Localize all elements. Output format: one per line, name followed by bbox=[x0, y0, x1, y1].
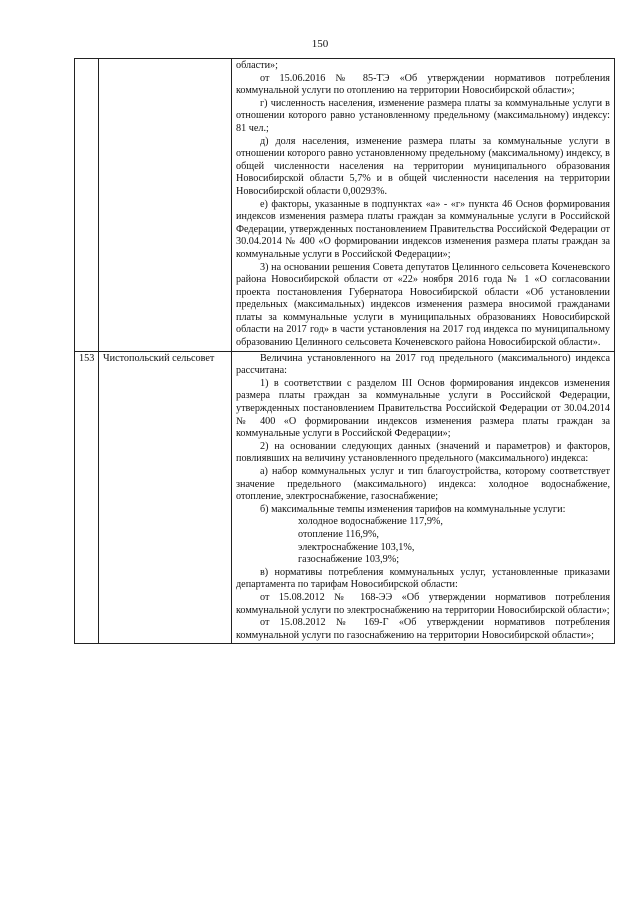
table-row bbox=[75, 351, 615, 644]
list-item: электроснабжение 103,1%, bbox=[298, 541, 415, 553]
paragraph: б) максимальные темпы изменения тарифов на коммунальные услуги: bbox=[260, 503, 566, 515]
list-item: газоснабжение 103,9%; bbox=[298, 554, 400, 566]
paragraph: д) доля населения, изменение размера платы за коммунальные услуги в отношении которого равно установленному предельному (максимальному) индексу, в общей численности населения на территории муниципального образования Новосибирской области 5,7% и в общей численности населения на территории Новосибирской области 0,00293%. bbox=[236, 135, 610, 197]
paragraph: г) численность населения, изменение размера платы за коммунальные услуги в отношении которого равно установленному предельному (максимальному) индексу: 81 чел.; bbox=[236, 97, 610, 134]
paragraph: 1) в соответствии с разделом III Основ формирования индексов изменения размера платы граждан за коммунальные услуги в Российской Федерации, утвержденных постановлением Правительства Российской Федерации от 30.04.2014 № 400 «О формировании индексов изменения размера платы граждан за коммунальные услуги в Российской Федерации»; bbox=[236, 377, 610, 440]
paragraph: от 15.06.2016 № 85-ТЭ «Об утверждении нормативов потребления коммунальной услуги по отоплению на территории Новосибирской области»; bbox=[236, 72, 610, 97]
paragraph: от 15.08.2012 № 169-Г «Об утверждении нормативов потребления коммунальной услуги по газоснабжению на территории Новосибирской области»; bbox=[236, 617, 610, 641]
paragraph: е) факторы, указанные в подпунктах «а» - «г» пункта 46 Основ формирования индексов изменения размера платы граждан за коммунальные услуги в Российской Федерации, утвержденных постановлением Правительства Российской Федерации от 30.04.2014 № 400 «О формировании индексов изменения размера платы граждан за коммунальные услуги в Российской Федерации»; bbox=[236, 198, 610, 260]
municipality-name: Чистопольский сельсовет bbox=[99, 351, 232, 644]
row-description bbox=[232, 59, 615, 352]
row-number: 153 bbox=[75, 351, 99, 644]
paragraph: в) нормативы потребления коммунальных услуг, установленные приказами департамента по тарифам Новосибирской области: bbox=[236, 566, 610, 591]
table-row bbox=[75, 59, 615, 352]
paragraph: 2) на основании следующих данных (значений и параметров) и факторов, повлиявших на величину установленного предельного (максимального) индекса: bbox=[236, 440, 610, 465]
row-description bbox=[232, 351, 615, 644]
page-number: 150 bbox=[311, 38, 329, 50]
paragraph: от 15.08.2012 № 168-ЭЭ «Об утверждении нормативов потребления коммунальной услуги по электроснабжению на территории Новосибирской области»; bbox=[236, 591, 610, 616]
paragraph: 3) на основании решения Совета депутатов Целинного сельсовета Коченевского района Новосибирской области от «22» ноября 2016 года № 1 «О согласовании проекта постановления Губернатора Новосибирской области «Об установлении предельных (максимальных) индексов изменения размера вносимой гражданами платы за коммунальные услуги в муниципальных образованиях Новосибирской области на 2017 год» в части установления на 2017 год индекса по муниципальному образованию Целинного сельсовета Коченевского района Новосибирской области». bbox=[236, 261, 610, 349]
paragraph: области»; bbox=[236, 60, 278, 71]
municipality-name bbox=[99, 59, 232, 352]
paragraph: Величина установленного на 2017 год предельного (максимального) индекса рассчитана: bbox=[236, 352, 610, 377]
paragraph: а) набор коммунальных услуг и тип благоустройства, которому соответствует значение предельного (максимального) индекса: холодное водоснабжение, отопление, электроснабжение, газоснабжение; bbox=[236, 466, 610, 503]
row-number bbox=[75, 59, 99, 352]
list-item: отопление 116,9%, bbox=[298, 528, 379, 540]
document-table bbox=[74, 58, 615, 644]
list-item: холодное водоснабжение 117,9%, bbox=[298, 516, 443, 528]
